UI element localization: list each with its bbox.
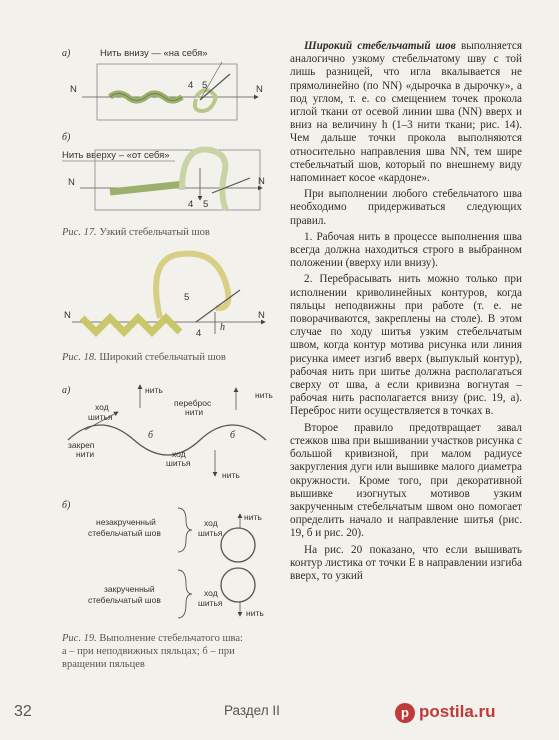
fig19b-shitya-1: шитья <box>198 528 223 538</box>
fig17a-thread-loop <box>195 90 216 111</box>
figure-17b <box>62 132 265 210</box>
watermark: p postila.ru <box>395 702 496 723</box>
fig19a-point-b1: б <box>148 430 154 441</box>
fig17-caption: Рис. 17. Узкий стебельчатый шов <box>62 227 210 238</box>
fig19b-unlocked-1: незакрученный <box>96 517 156 527</box>
fig17b-label: б) <box>62 132 71 143</box>
fig19a-nit-1: нить <box>145 385 163 395</box>
fig19b-hod-1: ход <box>204 518 218 528</box>
fig18-N-left: N <box>64 310 71 321</box>
fig18-point-5: 5 <box>184 292 190 303</box>
paragraph-3: 1. Рабочая нить в процессе выполнения шва всегда должна находиться строго в выбранном положении (вверху или внизу). <box>290 230 522 270</box>
figure-18 <box>64 254 265 339</box>
fig17b-N-left: N <box>68 177 75 188</box>
watermark-logo-icon: p <box>395 703 415 723</box>
section-title: Широкий стебельчатый шов <box>304 40 456 52</box>
fig17a-point-4: 4 <box>188 80 194 91</box>
fig19b-hod-2: ход <box>204 588 218 598</box>
fig17a-thread-label: Нить внизу — «на себя» <box>100 48 208 59</box>
fig19a-wave <box>68 425 266 455</box>
fig19b-circle-1 <box>221 528 255 562</box>
fig19a-label: а) <box>62 385 71 396</box>
fig18-N-right: N <box>258 310 265 321</box>
fig17b-N-right: N <box>258 176 265 187</box>
page-number: 32 <box>14 703 32 720</box>
fig17a-point-5: 5 <box>202 80 208 91</box>
fig18-point-4: 4 <box>196 328 202 339</box>
fig17a-N-left: N <box>70 84 77 95</box>
paragraph-2: При выполнении любого стебельчатого шва необходимо придерживаться следующих правил. <box>290 188 522 227</box>
fig17a-N-right: N <box>256 84 263 95</box>
paragraph-6: На рис. 20 показано, что если вышивать контур листика от точки Е в направлении изгиба вверх, то узкий <box>290 543 522 582</box>
fig18-thread-loop <box>156 254 228 318</box>
paragraph-1: Широкий стебельчатый шов выполняется аналогично узкому стебельчатому шву с той лишь разницей, что игла вкалывается не прямолинейно (по NN) «дырочка в дырочку», а под углом, т. е. со смещением точек прокола иглой ткани от осевой линии шва (NN) вверх и вниз на величину h (1–3 нити ткани; рис. 14). Чем дальше точки прокола выполняются относительно направления шва NN, тем шире стебельчатый шов, который по внешнему виду напоминает косое «кардоне». <box>290 40 522 185</box>
fig19a-hod-2: ход <box>172 449 186 459</box>
fig19a-zakrep-1: закреп <box>68 440 95 450</box>
fig19b-nit-1: нить <box>244 512 262 522</box>
fig18-needle <box>196 290 240 322</box>
figure-19a <box>62 385 273 480</box>
figure-19b <box>62 500 264 618</box>
fig19a-nit-2: нить <box>255 390 273 400</box>
text-column <box>290 40 522 586</box>
fig17b-point-4: 4 <box>188 199 194 210</box>
fig19b-nit-2: нить <box>246 608 264 618</box>
fig17b-stitches <box>110 184 185 192</box>
fig18-caption: Рис. 18. Широкий стебельчатый шов <box>62 352 226 363</box>
fig19b-brace-2 <box>178 570 192 618</box>
fig18-stitches <box>82 318 180 332</box>
fig19a-shitya-1: шитья <box>88 412 113 422</box>
fig17b-thread-label: Нить вверху – «от себя» <box>62 150 170 161</box>
fig19a-nit-3: нить <box>222 470 240 480</box>
fig19a-hod-1: ход <box>95 402 109 412</box>
fig19a-shitya-2: шитья <box>166 458 191 468</box>
fig19a-point-b2: б <box>230 430 236 441</box>
figures-canvas <box>0 0 290 690</box>
fig19b-brace-1 <box>178 508 192 552</box>
paragraph-4: 2. Перебрасывать нить можно только при исполнении криволинейных контуров, когда пяльцы неподвижны при работе (т. е. не поворачиваются, закреплены на столе). В этом случае по ходу шитья узким стебельчатым швом, когда контур мотива рисунка или линия рисунка имеет изгиб вверх (выпуклый контур), рабочая нить при шитье должна располагаться сверху от шва, а если кривизна вогнутая – рабочая нить располагается внизу (рис. 19, а). Переброс нити осуществляется в точках в. <box>290 273 522 418</box>
fig19a-zakrep-2: нити <box>76 449 95 459</box>
fig19b-locked-2: стебельчатый шов <box>88 595 161 605</box>
fig19b-label: б) <box>62 500 71 511</box>
fig19b-unlocked-2: стебельчатый шов <box>88 528 161 538</box>
fig17a-label: а) <box>62 48 71 59</box>
fig18-h: h <box>220 322 225 333</box>
fig19b-circle-2 <box>221 568 255 602</box>
fig19a-perebros-1: переброс <box>174 398 212 408</box>
fig17b-point-5: 5 <box>203 199 209 210</box>
figure-17a <box>62 48 263 120</box>
fig19b-locked-1: закрученный <box>104 584 155 594</box>
paragraph-5: Второе правило предотвращает завал стежков шва при вышивании участков рисунка с большой кривизной, при малом радиусе закругления дуги или вышивке малого диаметра окружности. Кроме того, при декоративной вышивке изогнутых мотивов узким закрученным стебельчатым швом оно помогает определить начало и направление шитья (рис. 19, б и рис. 20). <box>290 421 522 540</box>
fig19a-perebros-2: нити <box>185 407 204 417</box>
fig17b-needle <box>212 178 250 193</box>
fig19-caption: Рис. 19. Выполнение стебельчатого шва: а – при неподвижных пяльцах; б – при вращении пяльцев <box>62 633 243 670</box>
section-label: Раздел II <box>224 703 280 718</box>
fig19b-shitya-2: шитья <box>198 598 223 608</box>
